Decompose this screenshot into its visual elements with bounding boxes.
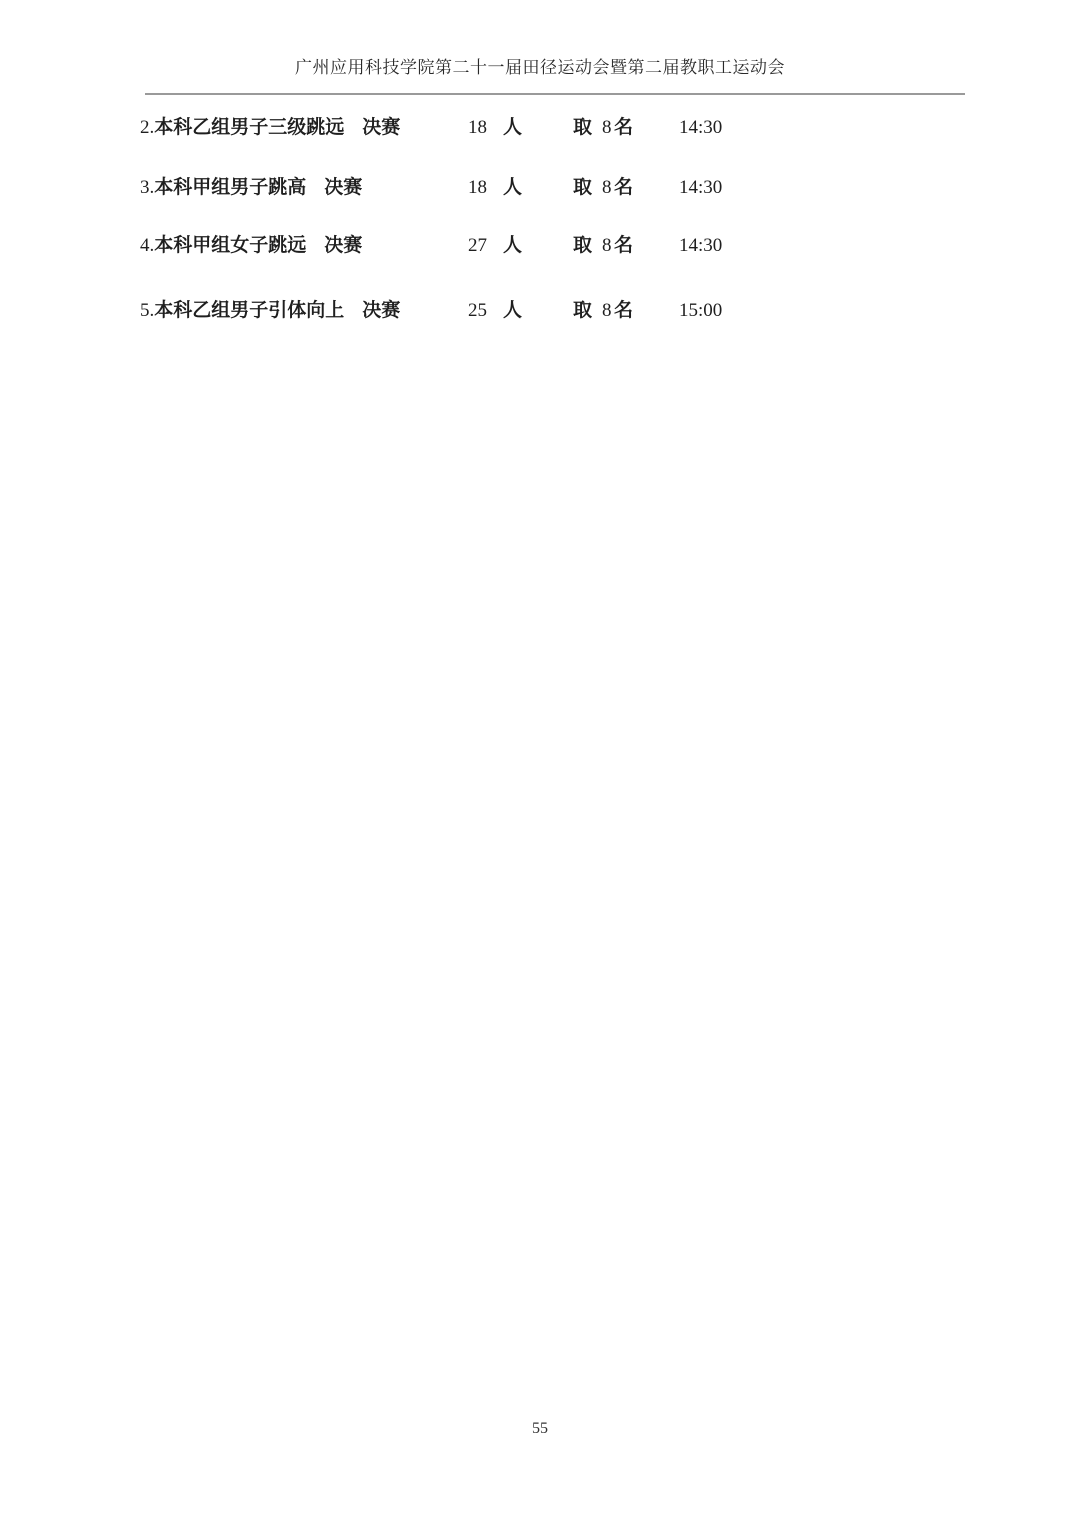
event-take-count: 8 [602,235,612,256]
event-take: 取 [573,177,593,198]
event-heading [140,115,1080,140]
event-no: 5. [140,300,155,321]
event-round: 决赛 [324,177,363,198]
event-section [0,175,1080,221]
event-take-unit: 名 [614,235,634,256]
event-time: 14:30 [679,177,723,198]
event-count: 18 [468,117,487,138]
event-take-unit: 名 [614,300,634,321]
event-heading [140,175,1080,200]
event-take: 取 [573,235,593,256]
event-section [0,233,1080,288]
event-heading [140,298,1080,323]
event-title: 本科乙组男子引体向上 [154,300,345,321]
event-count-unit: 人 [503,300,523,321]
page-header-title: 广州应用科技学院第二十一届田径运动会暨第二届教职工运动会 [295,58,785,77]
event-take-count: 8 [602,300,612,321]
event-count-unit: 人 [503,117,523,138]
event-title: 本科甲组女子跳远 [154,235,307,256]
event-count: 27 [468,235,487,256]
event-time: 15:00 [679,300,723,321]
event-round: 决赛 [362,300,401,321]
event-no: 4. [140,235,155,256]
event-title: 本科甲组男子跳高 [154,177,307,198]
event-time: 14:30 [679,117,723,138]
event-round: 决赛 [362,117,401,138]
event-count: 25 [468,300,487,321]
event-section [0,115,1080,161]
event-round: 决赛 [324,235,363,256]
event-count-unit: 人 [503,235,523,256]
event-take: 取 [573,117,593,138]
event-title: 本科乙组男子三级跳远 [154,117,345,138]
event-take-unit: 名 [614,177,634,198]
event-take-unit: 名 [614,117,634,138]
event-take-count: 8 [602,177,612,198]
event-time: 14:30 [679,235,723,256]
page-number: 55 [532,1420,548,1437]
event-take: 取 [573,300,593,321]
event-count-unit: 人 [503,177,523,198]
event-count: 18 [468,177,487,198]
event-take-count: 8 [602,117,612,138]
header-rule [145,93,965,95]
event-section [0,298,1080,335]
event-no: 2. [140,117,155,138]
event-list [0,115,1080,335]
event-no: 3. [140,177,155,198]
event-heading [140,233,1080,258]
